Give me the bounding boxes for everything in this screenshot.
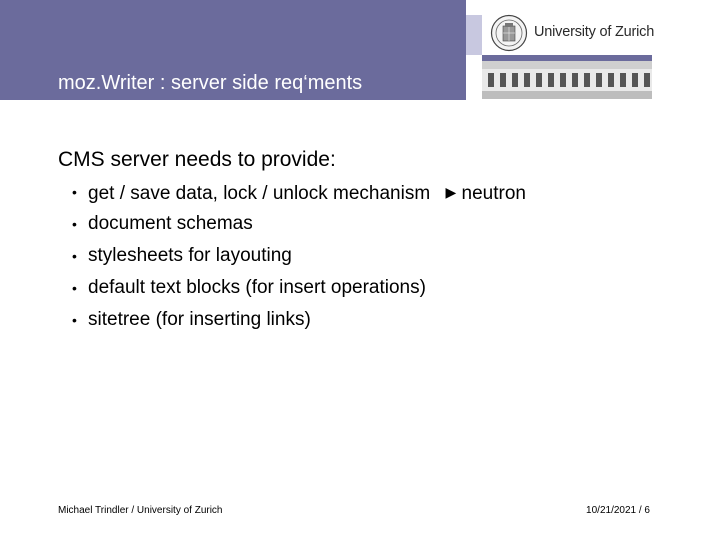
bullet-text: document schemas <box>88 213 253 234</box>
bullet-text: get / save data, lock / unlock mechanism <box>88 183 431 204</box>
list-item <box>72 210 526 242</box>
bullet-icon: • <box>72 216 77 232</box>
university-logo <box>490 14 655 54</box>
list-item <box>72 242 526 274</box>
arrow-right-icon: ▶ <box>445 184 457 200</box>
bullet-icon: • <box>72 280 77 296</box>
bullet-icon: • <box>72 184 77 200</box>
slide-title: moz.Writer : server side req‘ments <box>58 72 363 94</box>
bullet-icon: • <box>72 312 77 328</box>
list-item <box>72 306 526 338</box>
bullet-list <box>72 178 526 338</box>
university-building-image <box>482 61 652 99</box>
bullet-suffix: neutron <box>461 183 526 204</box>
university-logo-text: University of Zurich <box>534 24 655 40</box>
bullet-text: stylesheets for layouting <box>88 245 292 266</box>
university-seal-icon <box>490 14 528 52</box>
list-item <box>72 178 526 210</box>
content-heading: CMS server needs to provide: <box>58 148 336 171</box>
bullet-text: sitetree (for inserting links) <box>88 309 311 330</box>
bullet-text: default text blocks (for insert operations) <box>88 277 426 298</box>
bullet-icon: • <box>72 248 77 264</box>
footer-author: Michael Trindler / University of Zurich <box>58 505 223 516</box>
header-accent-strip <box>466 15 482 55</box>
list-item <box>72 274 526 306</box>
footer-date-page: 10/21/2021 / 6 <box>586 505 650 516</box>
